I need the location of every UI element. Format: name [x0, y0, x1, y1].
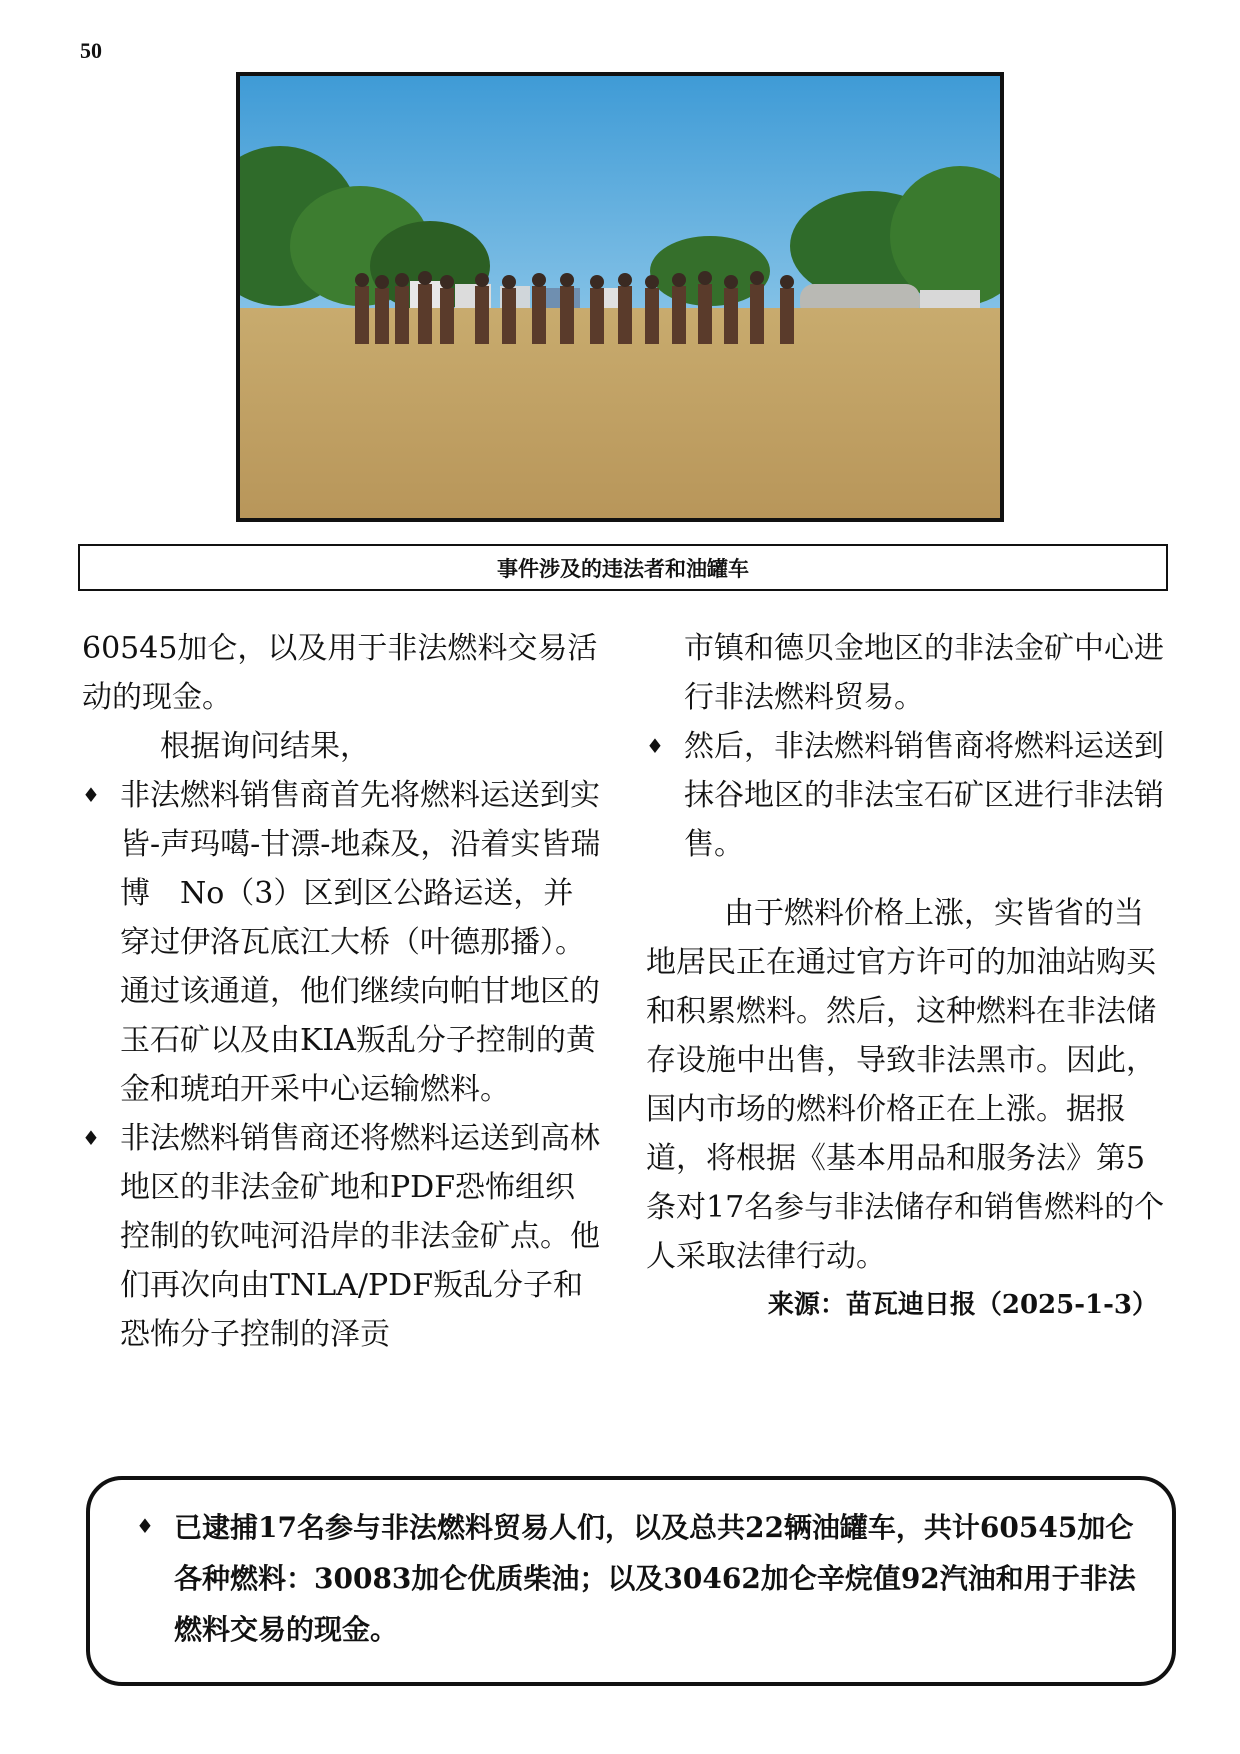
body-paragraph: 由于燃料价格上涨，实皆省的当地居民正在通过官方许可的加油站购买和积累燃料。然后，这种燃料在非法储存设施中出售，导致非法黑市。因此，国内市场的燃料价格正在上涨。据报道，将根据《基本用品和服务法》第5条对17名参与非法储存和销售燃料的个人采取法律行动。 [646, 896, 1165, 1274]
continued-text: 60545加仑，以及用于非法燃料交易活动的现金。 [82, 631, 598, 715]
summary-box [86, 1476, 1176, 1686]
summary-item [136, 1502, 1136, 1655]
diamond-bullet-icon: ♦ [136, 1514, 154, 1538]
photo-caption: 事件涉及的违法者和油罐车 [78, 544, 1168, 591]
photo-illustration [240, 76, 1000, 518]
list-item-text: 非法燃料销售商还将燃料运送到高林地区的非法金矿地和PDF恐怖组织控制的钦吨河沿岸的非法金矿点。他们再次向由TNLA/PDF叛乱分子和恐怖分子控制的泽贡 [120, 1121, 600, 1352]
intro-text: 根据询问结果， [160, 729, 370, 764]
list-item-text: 非法燃料销售商首先将燃料运送到实皆-声玛噶-甘漂-地森及，沿着实皆瑞博 No（3）区到区公路运送，并穿过伊洛瓦底江大桥（叶德那播）。通过该通道，他们继续向帕甘地区的玉石矿以及由KIA叛乱分子控制的黄金和琥珀开采中心运输燃料。 [120, 778, 601, 1107]
news-photo [236, 72, 1004, 522]
continued-text: 市镇和德贝金地区的非法金矿中心进行非法燃料贸易。 [684, 631, 1164, 715]
diamond-bullet-icon: ♦ [646, 734, 664, 758]
list-item [646, 722, 1166, 869]
list-item-text: 然后，非法燃料销售商将燃料运送到抹谷地区的非法宝石矿区进行非法销售。 [684, 729, 1164, 862]
page-number: 50 [80, 38, 102, 63]
list-item [82, 1114, 602, 1359]
list-item [82, 771, 602, 1114]
source-citation: 来源：苗瓦迪日报（2025-1-3） [767, 1290, 1158, 1320]
right-column [646, 624, 1166, 1330]
diamond-bullet-icon: ♦ [82, 1126, 100, 1150]
diamond-bullet-icon: ♦ [82, 783, 100, 807]
summary-text: 已逮捕17名参与非法燃料贸易人们，以及总共22辆油罐车，共计60545加仑各种燃料：30083加仑优质柴油；以及30462加仑辛烷值92汽油和用于非法燃料交易的现金。 [174, 1511, 1136, 1646]
left-column [82, 624, 602, 1359]
